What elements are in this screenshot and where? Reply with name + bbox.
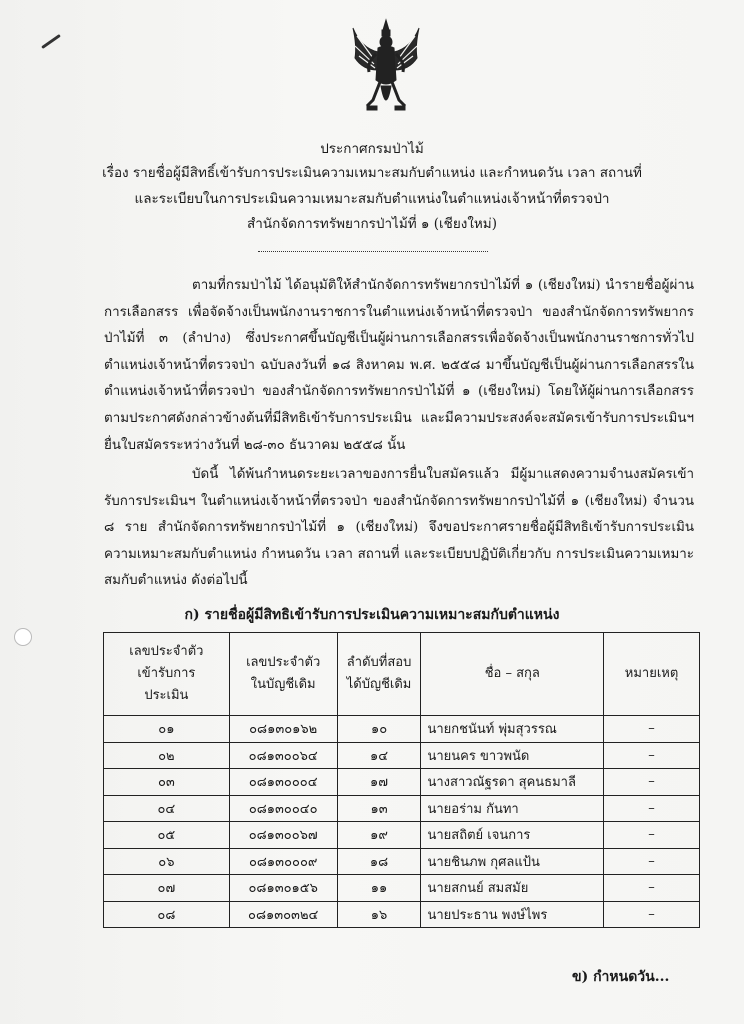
- table-row: [104, 716, 700, 743]
- table-row: [104, 848, 700, 875]
- rank-cell: ๑๙: [337, 822, 421, 849]
- exam-id-cell: ๐๖: [104, 848, 230, 875]
- section-a-title: ก) รายชื่อผู้มีสิทธิเข้ารับการประเมินความเหมาะสมกับตำแหน่ง: [184, 607, 560, 623]
- column-header: หมายเหตุ: [604, 633, 700, 716]
- exam-id-cell: ๐๓: [104, 769, 230, 796]
- old-id-cell: ๐๘๑๓๐๓๒๔: [229, 901, 337, 928]
- column-header: ลำดับที่สอบ ได้บัญชีเดิม: [337, 633, 421, 716]
- rank-cell: ๑๗: [337, 769, 421, 796]
- pen-mark: [41, 34, 61, 49]
- table-header-row: [104, 633, 700, 716]
- table-row: [104, 769, 700, 796]
- name-cell: นายประธาน พงษ์ไพร: [421, 901, 604, 928]
- exam-id-cell: ๐๘: [104, 901, 230, 928]
- subject-line-3: สำนักจัดการทรัพยากรป่าไม้ที่ ๑ (เชียงใหม่): [247, 216, 497, 232]
- table-row: [104, 875, 700, 902]
- name-cell: นางสาวณัฐรดา สุคนธมาลี: [421, 769, 604, 796]
- table-row: [104, 795, 700, 822]
- old-id-cell: ๐๘๑๓๐๐๖๗: [229, 822, 337, 849]
- exam-id-cell: ๐๑: [104, 716, 230, 743]
- remark-cell: –: [604, 822, 700, 849]
- next-section-link: ข) กำหนดวัน...: [572, 969, 670, 985]
- old-id-cell: ๐๘๑๓๐๐๐๙: [229, 848, 337, 875]
- name-cell: นายนคร ขาวพนัด: [421, 742, 604, 769]
- remark-cell: –: [604, 848, 700, 875]
- announcement-title: ประกาศกรมป่าไม้: [320, 141, 424, 157]
- rank-cell: ๑๔: [337, 742, 421, 769]
- exam-id-cell: ๐๒: [104, 742, 230, 769]
- paragraph-2: บัดนี้ ได้พ้นกำหนดระยะเวลาของการยื่นใบสมัครแล้ว มีผู้มาแสดงความจำนงสมัครเข้ารับการประเมินฯ ในตำแหน่งเจ้าหน้าที่ตรวจป่า ของสำนักจัดการทรัพยากรป่าไม้ที่ ๑ (เชียงใหม่) จำนวน ๘ ราย สำนักจัดการทรัพยากรป่าไม้ที่ ๑ (เชียงใหม่) จึงขอประกาศรายชื่อผู้มีสิทธิเข้ารับการประเมินความเหมาะสมกับตำแหน่ง กำหนดวัน เวลา สถานที่ และระเบียบปฏิบัติเกี่ยวกับ การประเมินความเหมาะสมกับตำแหน่ง ดังต่อไปนี้: [104, 467, 694, 589]
- column-header: ชื่อ – สกุล: [421, 633, 604, 716]
- garuda-emblem-icon: [349, 18, 423, 118]
- column-header: เลขประจำตัว เข้ารับการ ประเมิน: [104, 633, 230, 716]
- rank-cell: ๑๖: [337, 901, 421, 928]
- subject-line-1: เรื่อง รายชื่อผู้มีสิทธิ์เข้ารับการประเมินความเหมาะสมกับตำแหน่ง และกำหนดวัน เวลา สถานที่: [102, 165, 642, 181]
- remark-cell: –: [604, 795, 700, 822]
- remark-cell: –: [604, 716, 700, 743]
- old-id-cell: ๐๘๑๓๐๑๖๒: [229, 716, 337, 743]
- old-id-cell: ๐๘๑๓๐๐๐๔: [229, 769, 337, 796]
- paragraph-1: ตามที่กรมป่าไม้ ได้อนุมัติให้สำนักจัดการทรัพยากรป่าไม้ที่ ๑ (เชียงใหม่) นำรายชื่อผู้ผ่านการเลือกสรร เพื่อจัดจ้างเป็นพนักงานราชการในตำแหน่งเจ้าหน้าที่ตรวจป่า ของสำนักจัดการทรัพยากรป่าไม้ที่ ๓ (ลำปาง) ซึ่งประกาศขึ้นบัญชีเป็นผู้ผ่านการเลือกสรรเพื่อจัดจ้างเป็นพนักงานราชการทั่วไป ตำแหน่งเจ้าหน้าที่ตรวจป่า ฉบับลงวันที่ ๑๘ สิงหาคม พ.ศ. ๒๕๕๘ มาขึ้นบัญชีเป็นผู้ผ่านการเลือกสรรในตำแหน่งเจ้าหน้าที่ตรวจป่า ของสำนักจัดการทรัพยากรป่าไม้ที่ ๑ (เชียงใหม่) โดยให้ผู้ผ่านการเลือกสรรตามประกาศดังกล่าวข้างต้นที่มีสิทธิเข้ารับการประเมิน และมีความประสงค์จะสมัครเข้ารับการประเมินฯ ยื่นใบสมัครระหว่างวันที่ ๒๘-๓๐ ธันวาคม ๒๕๕๘ นั้น: [104, 278, 694, 453]
- exam-id-cell: ๐๗: [104, 875, 230, 902]
- exam-id-cell: ๐๕: [104, 822, 230, 849]
- dotted-divider: [258, 251, 488, 252]
- remark-cell: –: [604, 901, 700, 928]
- nominees-table: [103, 632, 700, 928]
- exam-id-cell: ๐๔: [104, 795, 230, 822]
- table-row: [104, 742, 700, 769]
- subject-line-2: และระเบียบในการประเมินความเหมาะสมกับตำแหน่งในตำแหน่งเจ้าหน้าที่ตรวจป่า: [134, 191, 610, 207]
- rank-cell: ๑๘: [337, 848, 421, 875]
- rank-cell: ๑๑: [337, 875, 421, 902]
- column-header: เลขประจำตัว ในบัญชีเดิม: [229, 633, 337, 716]
- rank-cell: ๑๐: [337, 716, 421, 743]
- name-cell: นายชินภพ กุศลแป้น: [421, 848, 604, 875]
- old-id-cell: ๐๘๑๓๐๐๖๔: [229, 742, 337, 769]
- remark-cell: –: [604, 769, 700, 796]
- punch-hole: [14, 628, 32, 646]
- name-cell: นายสกนย์ สมสมัย: [421, 875, 604, 902]
- table-row: [104, 901, 700, 928]
- remark-cell: –: [604, 875, 700, 902]
- name-cell: นายอร่าม กันทา: [421, 795, 604, 822]
- name-cell: นายสถิตย์ เจนการ: [421, 822, 604, 849]
- old-id-cell: ๐๘๑๓๐๐๔๐: [229, 795, 337, 822]
- remark-cell: –: [604, 742, 700, 769]
- name-cell: นายกชนันท์ พุ่มสุวรรณ: [421, 716, 604, 743]
- table-row: [104, 822, 700, 849]
- rank-cell: ๑๓: [337, 795, 421, 822]
- old-id-cell: ๐๘๑๓๐๑๕๖: [229, 875, 337, 902]
